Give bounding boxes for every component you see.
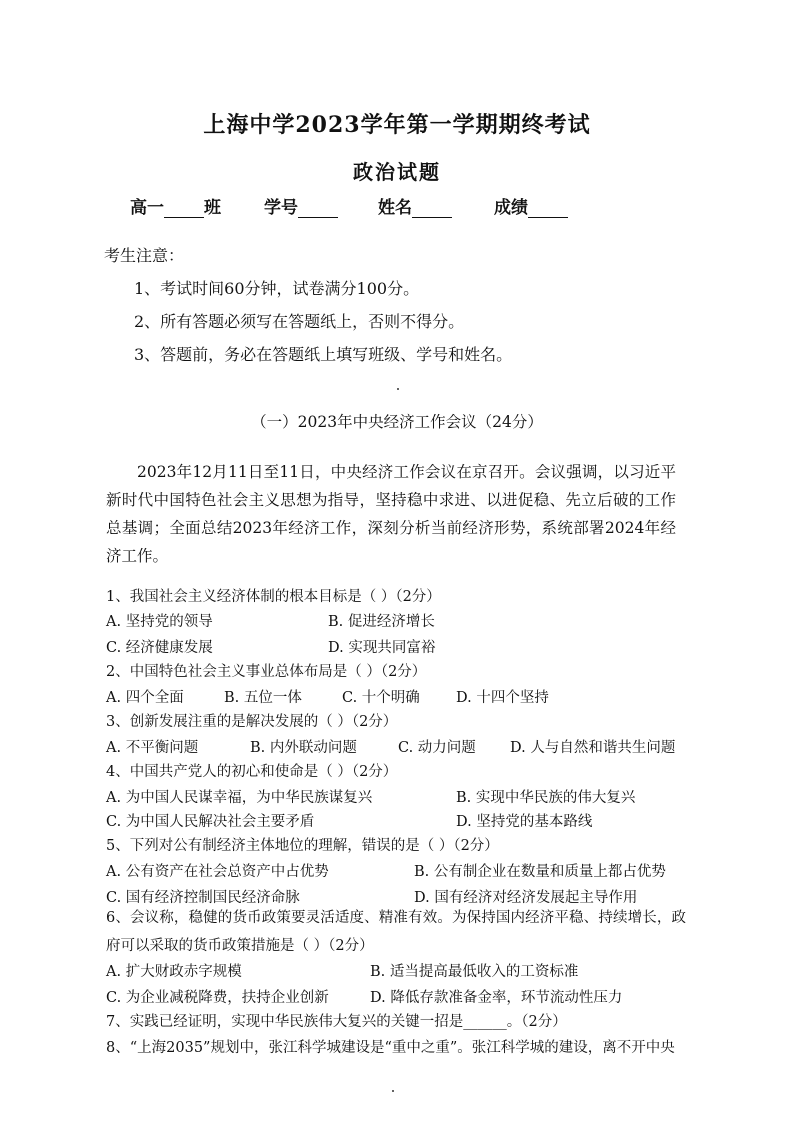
question-option: C. 经济健康发展	[106, 640, 213, 656]
question-option: C. 动力问题	[398, 740, 476, 756]
exam-title: 上海中学2023学年第一学期期终考试	[203, 112, 591, 138]
notice-item: 1、考试时间60分钟，试卷满分100分。	[134, 279, 420, 298]
question-option: B. 促进经济增长	[328, 614, 435, 630]
question-option: D. 坚持党的基本路线	[456, 814, 593, 830]
class-label: 高一	[130, 198, 164, 218]
section-title: （一）2023年中央经济工作会议（24分）	[251, 413, 543, 431]
notice-item: 3、答题前，务必在答题纸上填写班级、学号和姓名。	[134, 345, 513, 364]
scan-speck	[397, 388, 399, 390]
question-option: B. 公有制企业在数量和质量上都占优势	[414, 864, 666, 880]
question-option: B. 适当提高最低收入的工资标准	[370, 964, 579, 980]
notice-heading: 考生注意：	[104, 246, 185, 265]
question-stem: 3、创新发展注重的是解决发展的（ ）（2分）	[106, 714, 398, 730]
name-label: 姓名	[378, 198, 412, 218]
notice-item: 2、所有答题必须写在答题纸上，否则不得分。	[134, 312, 465, 331]
question-option: A. 四个全面	[106, 690, 184, 706]
question-option: D. 实现共同富裕	[328, 640, 436, 656]
name-blank	[412, 199, 452, 218]
question-option: A. 为中国人民谋幸福，为中华民族谋复兴	[106, 790, 373, 806]
question-option: C. 国有经济控制国民经济命脉	[106, 890, 300, 906]
class-blank	[164, 199, 204, 218]
question-stem: 1、我国社会主义经济体制的根本目标是（ ）（2分）	[106, 589, 441, 605]
exam-subtitle: 政治试题	[353, 160, 441, 184]
question-stem: 8、“上海2035”规划中，张江科学城建设是“重中之重”。张江科学城的建设，离不开中央	[106, 1040, 675, 1056]
name-field	[378, 193, 452, 218]
question-option: D. 十四个坚持	[456, 690, 549, 706]
number-blank	[298, 199, 338, 218]
question-option: C. 为中国人民解决社会主要矛盾	[106, 814, 315, 830]
class-field	[130, 193, 221, 218]
question-option: A. 扩大财政赤字规模	[106, 964, 242, 980]
question-option: C. 十个明确	[342, 690, 420, 706]
question-option: D. 国有经济对经济发展起主导作用	[414, 890, 638, 906]
question-option: B. 五位一体	[224, 690, 302, 706]
question-option: A. 公有资产在社会总资产中占优势	[106, 864, 329, 880]
number-field	[264, 193, 338, 218]
question-stem: 7、实践已经证明，实现中华民族伟大复兴的关键一招是______。（2分）	[106, 1014, 567, 1030]
class-suffix: 班	[204, 198, 221, 218]
question-option: A. 坚持党的领导	[106, 614, 213, 630]
question-option: B. 内外联动问题	[250, 740, 357, 756]
question-stem: 4、中国共产党人的初心和使命是（ ）（2分）	[106, 764, 398, 780]
score-label: 成绩	[494, 198, 528, 218]
question-option: A. 不平衡问题	[106, 740, 199, 756]
score-blank	[528, 199, 568, 218]
score-field	[494, 193, 568, 218]
number-label: 学号	[264, 198, 298, 218]
question-stem: 5、下列对公有制经济主体地位的理解，错误的是（ ）（2分）	[106, 838, 499, 854]
question-option: D. 降低存款准备金率，环节流动性压力	[370, 990, 623, 1006]
question-option: D. 人与自然和谐共生问题	[510, 740, 676, 756]
section-paragraph: 2023年12月11日至11日，中央经济工作会议在京召开。会议强调，以习近平新时代中国特色社会主义思想为指导，坚持稳中求进、以进促稳、先立后破的工作总基调；全面总结2023年经济工作，深刻分析当前经济形势，系统部署2024年经济工作。	[106, 463, 676, 565]
question-stem: 2、中国特色社会主义事业总体布局是（ ）（2分）	[106, 664, 427, 680]
scan-speck	[392, 1090, 394, 1092]
question-stem: 6、会议称，稳健的货币政策要灵活适度、精准有效。为保持国内经济平稳、持续增长，政府可以采取的货币政策措施是（ ）（2分）	[106, 910, 686, 954]
question-option: B. 实现中华民族的伟大复兴	[456, 790, 636, 806]
question-option: C. 为企业减税降费，扶持企业创新	[106, 990, 329, 1006]
